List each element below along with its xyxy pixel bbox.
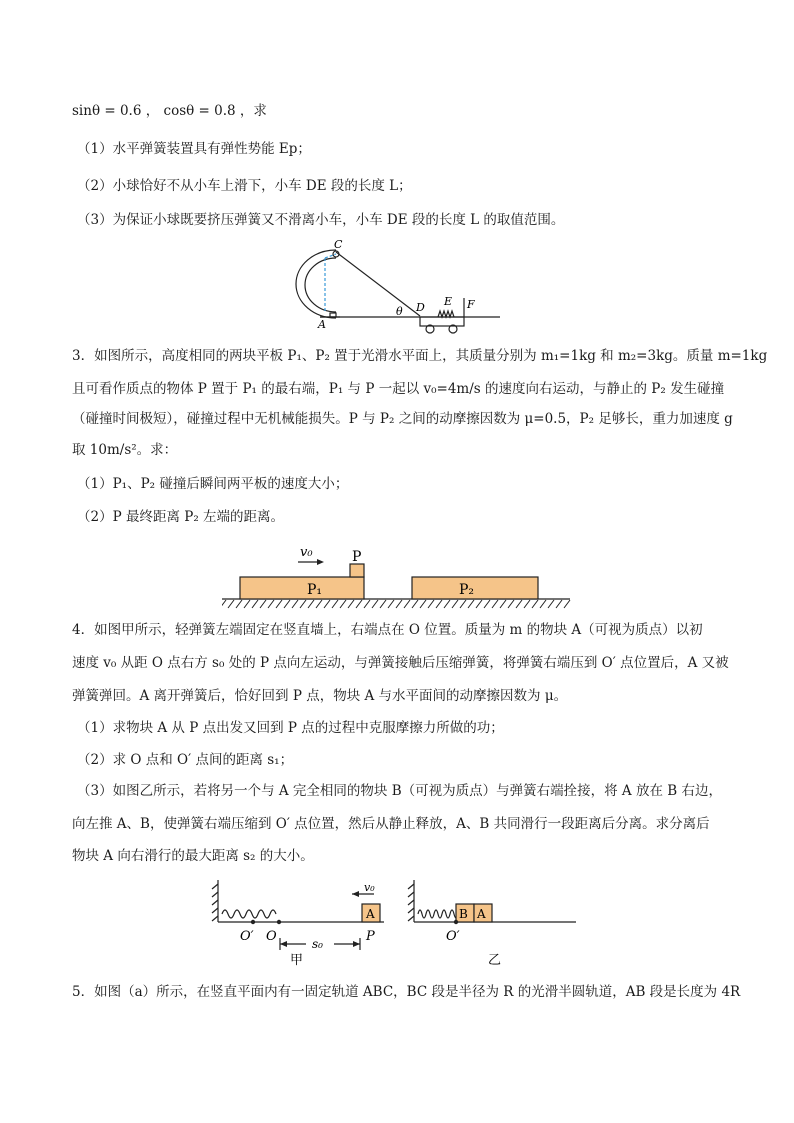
q4-part-3-line-1: （3）如图乙所示，若将另一个与 A 完全相同的物块 B（可视为质点）与弹簧右端拴接，将 A 放在 B 右边， xyxy=(77,783,722,799)
q2-given: sinθ = 0.6 ， cosθ = 0.8 ，求 xyxy=(72,103,267,119)
incline xyxy=(336,252,420,316)
spring-yi xyxy=(418,910,458,918)
label-o-prime-jia: O′ xyxy=(240,929,254,944)
q3-line-2: 且可看作质点的物体 P 置于 P₁ 的最右端，P₁ 与 P 一起以 v₀=4m/s 的速度向右运动，与静止的 P₂ 发生碰撞 xyxy=(72,381,725,397)
q2-track-figure xyxy=(280,238,505,338)
q4-line-1: 4．如图甲所示，轻弹簧左端固定在竖直墙上，右端点在 O 位置。质量为 m 的物块 A（可视为质点）以初 xyxy=(72,622,703,638)
q2-part-1: （1）水平弹簧装置具有弹性势能 Ep； xyxy=(77,141,311,157)
q4-spring-figure xyxy=(206,876,578,968)
q4-line-2: 速度 v₀ 从距 O 点右方 s₀ 处的 P 点向左运动，与弹簧接触后压缩弹簧，将弹簧右端压到 O′ 点位置后，A 又被 xyxy=(72,655,729,671)
label-d: D xyxy=(416,301,425,314)
label-o-prime-yi: O′ xyxy=(446,929,460,944)
semicircle-track-inner xyxy=(305,258,336,312)
label-a-yi: A xyxy=(477,907,486,921)
label-a: A xyxy=(318,318,326,331)
q4-part-3-line-2: 向左推 A、B，使弹簧右端压缩到 O′ 点位置，然后从静止释放，A、B 共同滑行一段距离后分离。求分离后 xyxy=(72,816,710,832)
q3-line-1: 3．如图所示，高度相同的两块平板 P₁、P₂ 置于光滑水平面上，其质量分别为 m₁=1kg 和 m₂=3kg。质量 m=1kg xyxy=(72,348,768,364)
q4-part-2: （2）求 O 点和 O′ 点间的距离 s₁； xyxy=(77,752,294,768)
label-v0: v₀ xyxy=(300,545,313,560)
spring-jia xyxy=(222,910,276,918)
label-p1: P₁ xyxy=(307,582,323,598)
spring-ef xyxy=(438,311,454,317)
q2-part-2: （2）小球恰好不从小车上滑下，小车 DE 段的长度 L； xyxy=(77,178,412,194)
label-b-yi: B xyxy=(459,907,468,921)
q3-plates-figure xyxy=(222,540,572,610)
semicircle-track-outer xyxy=(296,250,336,318)
label-e: E xyxy=(444,295,453,308)
spring-a xyxy=(330,313,336,317)
label-p2: P₂ xyxy=(459,582,475,598)
label-c: C xyxy=(334,238,343,251)
q3-line-4: 取 10m/s²。求： xyxy=(72,442,178,458)
q3-part-1: （1）P₁、P₂ 碰撞后瞬间两平板的速度大小； xyxy=(77,476,349,492)
plate-p1 xyxy=(240,577,364,599)
label-p: P xyxy=(352,549,362,565)
q2-part-3: （3）为保证小球既要挤压弹簧又不滑离小车，小车 DE 段的长度 L 的取值范围。 xyxy=(77,212,565,228)
label-f: F xyxy=(467,298,475,311)
q3-part-2: （2）P 最终距离 P₂ 左端的距离。 xyxy=(77,509,285,525)
q4-part-1: （1）求物块 A 从 P 点出发又回到 P 点的过程中克服摩擦力所做的功； xyxy=(77,720,504,736)
label-s0: s₀ xyxy=(312,937,323,951)
label-a-jia: A xyxy=(366,907,375,921)
plate-p2 xyxy=(412,577,538,599)
label-o-jia: O xyxy=(266,929,277,944)
label-theta: θ xyxy=(396,305,403,318)
block-p xyxy=(350,564,364,577)
q5-line-1: 5．如图（a）所示，在竖直平面内有一固定轨道 ABC，BC 段是半径为 R 的光滑半圆轨道，AB 段是长度为 4R xyxy=(72,984,741,1000)
label-v0-jia: v₀ xyxy=(364,881,375,894)
label-p-jia: P xyxy=(366,929,375,944)
q4-part-3-line-3: 物块 A 向右滑行的最大距离 s₂ 的大小。 xyxy=(72,848,314,864)
label-jia: 甲 xyxy=(290,953,304,968)
q4-line-3: 弹簧弹回。A 离开弹簧后，恰好回到 P 点，物块 A 与水平面间的动摩擦因数为 μ。 xyxy=(72,688,568,704)
q3-line-3: （碰撞时间极短），碰撞过程中无机械能损失。P 与 P₂ 之间的动摩擦因数为 μ=0.5，P₂ 足够长，重力加速度 g xyxy=(72,411,733,427)
label-yi: 乙 xyxy=(488,953,502,968)
